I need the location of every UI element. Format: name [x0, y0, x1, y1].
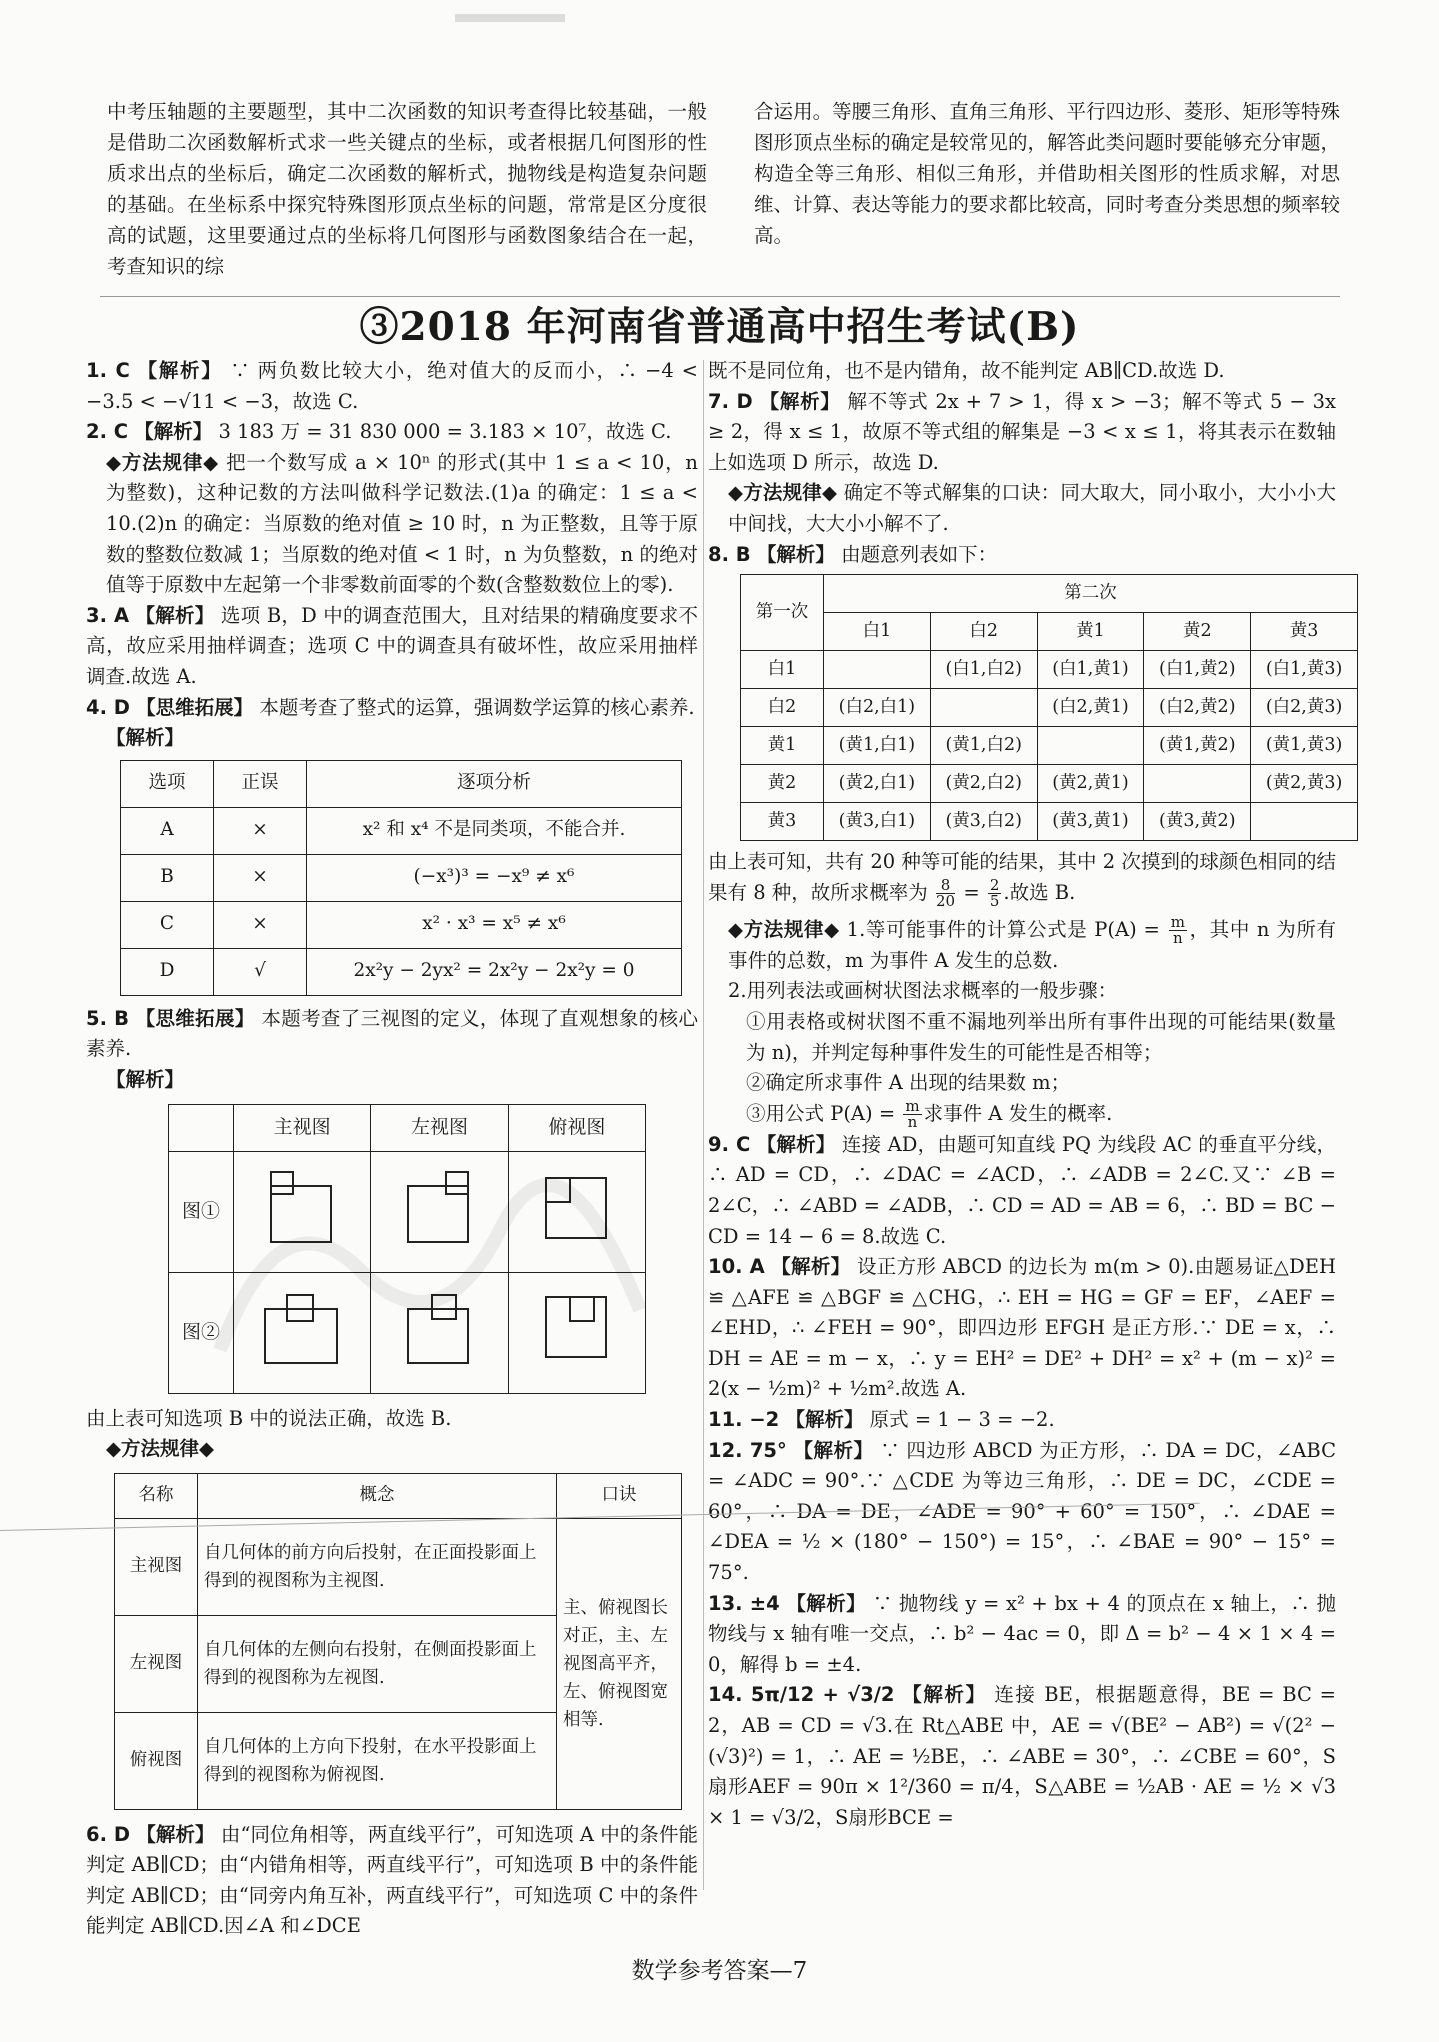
- fraction: [988, 875, 1002, 910]
- method-label: [86, 1434, 698, 1465]
- table-header: 口诀: [557, 1473, 682, 1518]
- fraction: [903, 1096, 921, 1131]
- answer-text: 本题考查了三视图的定义，体现了直观想象的核心素养.: [86, 1006, 698, 1061]
- table-cell: [1144, 765, 1251, 803]
- answer-1: [86, 356, 698, 417]
- table-cell: D: [121, 948, 214, 995]
- table-row: [741, 803, 1358, 841]
- table-cell: [930, 689, 1037, 727]
- analysis-label: [86, 1065, 698, 1096]
- answer-text: 本题考查了整式的运算，强调数学运算的核心素养.: [259, 695, 695, 719]
- extension-tag: 【思维拓展】: [135, 1006, 255, 1030]
- answer-number: 3. A: [86, 603, 130, 627]
- numerator: 2: [989, 875, 1000, 894]
- answer-number: 4. D: [86, 695, 130, 719]
- answer-number: 12. 75°: [708, 1438, 787, 1462]
- answer-number: 6. D: [86, 1822, 131, 1846]
- method-step: 2.用列表法或画树状图法求概率的一般步骤：: [728, 979, 1118, 1003]
- table-cell: B: [121, 854, 214, 901]
- answer-number: 13. ±4: [708, 1591, 780, 1615]
- table-header: 正误: [214, 760, 307, 807]
- table-cell: A: [121, 807, 214, 854]
- answer-5: [86, 1004, 698, 1065]
- table-cell: (白2,黄1): [1037, 689, 1144, 727]
- table-cell: (白2,黄2): [1144, 689, 1251, 727]
- table-row: [121, 948, 682, 995]
- table-row: [741, 689, 1358, 727]
- table-cell: 主视图: [115, 1518, 198, 1615]
- table-row: [741, 651, 1358, 689]
- answer-number: 5. B: [86, 1006, 129, 1030]
- table-header-row: [121, 760, 682, 807]
- table-cell: (黄3,黄2): [1144, 803, 1251, 841]
- table-cell: (−x³)³ = −x⁹ ≠ x⁶: [307, 854, 682, 901]
- table-header: 概念: [198, 1473, 557, 1518]
- table-cell: 黄1: [741, 727, 824, 765]
- table-cell: (白2,黄3): [1251, 689, 1358, 727]
- denominator: n: [1172, 928, 1183, 947]
- table-cell: (黄3,黄1): [1037, 803, 1144, 841]
- column-divider: [703, 360, 704, 1890]
- analysis-tag: 【解析】: [756, 1132, 836, 1156]
- top-right-paragraph: 合运用。等腰三角形、直角三角形、平行四边形、菱形、矩形等特殊图形顶点坐标的确定是较常见的，解答此类问题时要能够充分审题，构造全等三角形、相似三角形，并借助相关图形的性质求解，对思维、计算、表达等能力的要求都比较高，同时考查分类思想的频率较高。: [754, 100, 1340, 247]
- table-header: 逐项分析: [307, 760, 682, 807]
- table-header: 白2: [930, 613, 1037, 651]
- table-cell: 白2: [741, 689, 824, 727]
- table-cell: (白1,黄3): [1251, 651, 1358, 689]
- table-header: 名称: [115, 1473, 198, 1518]
- answer-text: ∵ 抛物线 y = x² + bx + 4 的顶点在 x 轴上，∴ 抛物线与 x 轴有唯一交点，∴ b² − 4ac = 0，即 Δ = b² − 4 × 1 × 4 = 0，解得 b = ±4.: [708, 1591, 1336, 1676]
- answer-number: 2. C: [86, 420, 129, 444]
- three-view-concept-table: [114, 1473, 682, 1810]
- row-label: 图①: [169, 1151, 234, 1272]
- table-cell: √: [214, 948, 307, 995]
- method-tag: ◆方法规律◆: [106, 1437, 214, 1461]
- table-cell: (白1,黄2): [1144, 651, 1251, 689]
- answer-5-conclusion: 由上表可知选项 B 中的说法正确，故选 B.: [86, 1406, 452, 1430]
- analysis-tag: 【解析】: [106, 1067, 185, 1091]
- table-cell: [1037, 727, 1144, 765]
- answer-6: [86, 1820, 698, 1942]
- table-cell: 自几何体的上方向下投射，在水平投影面上得到的视图称为俯视图.: [198, 1712, 557, 1809]
- answer-2: [86, 417, 698, 448]
- divider-line: [100, 296, 1340, 297]
- table-cell: (黄3,白1): [824, 803, 931, 841]
- method-text: 1.等可能事件的计算公式是 P(A) =: [846, 917, 1160, 941]
- analysis-tag: 【解析】: [135, 603, 215, 627]
- page-title: ③2018 年河南省普通高中招生考试(B): [359, 304, 1080, 350]
- watermark-decoration: [200, 1150, 660, 1370]
- conclusion-text: .故选 B.: [1003, 880, 1076, 904]
- table-row: [741, 765, 1358, 803]
- top-left-paragraph: 中考压轴题的主要题型，其中二次函数的知识考查得比较基础，一般是借助二次函数解析式求一些关键点的坐标，或者根据几何图形的性质求出点的坐标后，确定二次函数的解析式，抛物线是构造复杂问题的基础。在坐标系中探究特殊图形顶点坐标的问题，常常是区分度很高的试题，这里要通过点的坐标将几何图形与函数图象结合在一起，考查知识的综: [107, 100, 707, 278]
- table-cell: (黄2,白2): [930, 765, 1037, 803]
- answer-8: [708, 540, 1336, 571]
- answer-11: [708, 1405, 1336, 1436]
- answer-number: 14. 5π/12 + √3/2: [708, 1683, 895, 1707]
- method-text: ③用公式 P(A) =: [746, 1101, 896, 1125]
- answer-14: [708, 1680, 1336, 1833]
- table-header: 左视图: [371, 1104, 508, 1151]
- table-header: 选项: [121, 760, 214, 807]
- fraction: [1169, 912, 1187, 947]
- table-cell: ×: [214, 807, 307, 854]
- table-cell: 白1: [741, 651, 824, 689]
- table-cell: (黄1,白1): [824, 727, 931, 765]
- table-cell: [824, 651, 931, 689]
- analysis-tag: 【解析】: [134, 420, 213, 444]
- table-cell: 俯视图: [115, 1712, 198, 1809]
- table-header: 第二次: [824, 575, 1358, 613]
- right-column: [708, 356, 1343, 1833]
- numerator: m: [1170, 912, 1185, 931]
- table-header: 俯视图: [508, 1104, 645, 1151]
- table-cell: (黄1,黄3): [1251, 727, 1358, 765]
- table-cell: 自几何体的前方向后投射，在正面投影面上得到的视图称为主视图.: [198, 1518, 557, 1615]
- scan-mark: [455, 10, 565, 28]
- table-row: [121, 807, 682, 854]
- table-header-row: [741, 575, 1358, 613]
- table-cell: 左视图: [115, 1615, 198, 1712]
- table-row: [121, 854, 682, 901]
- answer-text: 选项 B，D 中的调查范围大，且对结果的精确度要求不高，故应采用抽样调查；选项 C 中的调查具有破坏性，故应采用抽样调查.故选 A.: [86, 603, 698, 688]
- table-header-row: [115, 1473, 682, 1518]
- table-header: 白1: [824, 613, 931, 651]
- analysis-tag: 【解析】: [759, 389, 841, 413]
- answer-text: 3 183 万 = 31 830 000 = 3.183 × 10⁷，故选 C.: [218, 420, 672, 444]
- row-label: 图②: [169, 1272, 234, 1393]
- answer-7: [708, 387, 1336, 479]
- analysis-tag: 【解析】: [902, 1683, 987, 1707]
- table-row: [741, 727, 1358, 765]
- table-row: [115, 1518, 682, 1615]
- method-step: ②确定所求事件 A 出现的结果数 m；: [746, 1071, 1071, 1095]
- table-cell: x² 和 x⁴ 不是同类项，不能合并.: [307, 807, 682, 854]
- option-analysis-table: [120, 760, 682, 996]
- table-cell: ×: [214, 854, 307, 901]
- method-tag: ◆方法规律◆: [728, 917, 840, 941]
- table-corner: 第一次: [741, 575, 824, 651]
- table-row: [121, 901, 682, 948]
- table-cell: (黄2,黄3): [1251, 765, 1358, 803]
- answer-number: 8. B: [708, 542, 751, 566]
- table-header-row: [741, 613, 1358, 651]
- answer-4: [86, 693, 698, 724]
- analysis-tag: 【解析】: [756, 542, 835, 566]
- table-header: 主视图: [234, 1104, 371, 1151]
- fraction: [936, 875, 956, 910]
- answer-text: ∵ 四边形 ABCD 为正方形，∴ DA = DC，∠ABC = ∠ADC = 90°.∵ △CDE 为等边三角形，∴ DE = DC，∠CDE = 60°，∴ DA = DE，∠ADE = 90° + 60° = 150°，∴ ∠DAE = ∠DEA = ½ × (180° − 150°) = 15°，∴ ∠BAE = 90° − 15° = 75°.: [708, 1438, 1336, 1585]
- analysis-tag: 【解析】: [793, 1438, 874, 1462]
- denominator: n: [907, 1112, 918, 1131]
- answer-8-conclusion: [708, 847, 1336, 909]
- analysis-tag: 【解析】: [771, 1255, 851, 1279]
- answer-number: 10. A: [708, 1255, 765, 1279]
- answer-text: 设正方形 ABCD 的边长为 m(m > 0).由题易证△DEH ≌ △AFE ≌ △BGF ≌ △CHG，∴ EH = HG = GF = EF，∠AEF = ∠EHD，∴ ∠FEH = 90°，即四边形 EFGH 是正方形.∵ DE = x，∴ DH = AE = m − x，∴ y = EH² = DE² + DH² = x² + (m − x)² = 2(x − ½m)² + ½m².故选 A.: [708, 1255, 1336, 1401]
- method-block: [708, 912, 1336, 977]
- answer-number: 9. C: [708, 1132, 751, 1156]
- answer-text: 原式 = 1 − 3 = −2.: [869, 1408, 1055, 1432]
- table-cell: (白1,白2): [930, 651, 1037, 689]
- method-text: 确定不等式解集的口诀：同大取大，同小取小，大小小大中间找，大大小小解不了.: [728, 481, 1336, 535]
- conclusion-text: 由上表可知，共有 20 种等可能的结果，其中 2 次摸到的球颜色相同的结果有 8 种，故所求概率为: [708, 850, 1336, 904]
- table-header-row: [169, 1104, 646, 1151]
- analysis-tag: 【解析】: [137, 359, 223, 382]
- method-block: [708, 478, 1336, 539]
- analysis-tag: 【解析】: [785, 1408, 864, 1432]
- rhyme-cell: 主、俯视图长对正，主、左视图高平齐，左、俯视图宽相等.: [557, 1518, 682, 1809]
- method-text: ，其中 n 为所有事件的总数，m 为事件 A 发生的总数.: [728, 917, 1336, 972]
- method-text: 把一个数写成 a × 10ⁿ 的形式(其中 1 ≤ a < 10，n 为整数)，这种记数的方法叫做科学记数法.(1)a 的确定：1 ≤ a < 10.(2)n 的确定：当原数的绝对值 ≥ 10 时，n 为正整数，且等于原数的整数位数减 1；当原数的绝对值 < 1 时，n 为负整数，n 的绝对值等于原数中左起第一个非零数前面零的个数(含整数数位上的零).: [106, 450, 698, 597]
- analysis-tag: 【解析】: [786, 1591, 867, 1615]
- numerator: 8: [936, 878, 955, 894]
- table-header: 黄3: [1251, 613, 1358, 651]
- extension-tag: 【思维拓展】: [136, 695, 254, 719]
- answer-text: 解不等式 2x + 7 > 1，得 x > −3；解不等式 5 − 3x ≥ 2，得 x ≤ 1，故原不等式组的解集是 −3 < x ≤ 1，将其表示在数轴上如选项 D 所示，故选 D.: [708, 389, 1337, 474]
- method-tag: ◆方法规律◆: [728, 481, 838, 505]
- answer-text: 由“同位角相等，两直线平行”，可知选项 A 中的条件能判定 AB∥CD；由“内错角相等，两直线平行”，可知选项 B 中的条件能判定 AB∥CD；由“同旁内角互补，两直线平行”，可知选项 C 中的条件能判定 AB∥CD.因∠A 和∠DCE: [86, 1822, 699, 1938]
- answer-text: 连接 AD，由题可知直线 PQ 为线段 AC 的垂直平分线，∴ AD = CD，∴ ∠DAC = ∠ACD，∴ ∠ADB = 2∠C.又∵ ∠B = 2∠C，∴ ∠ABD = ∠ADB，∴ CD = AD = AB = 6，∴ BD = BC − CD = 14 − 6 = 8.故选 C.: [708, 1132, 1336, 1248]
- numerator: m: [905, 1096, 920, 1115]
- method-text: 求事件 A 发生的概率.: [923, 1101, 1113, 1125]
- method-step: ①用表格或树状图不重不漏地列举出所有事件出现的可能结果(数量为 n)，并判定每种事件发生的可能性是否相等；: [746, 1009, 1336, 1064]
- table-header: 黄2: [1144, 613, 1251, 651]
- table-cell: 自几何体的左侧向右投射，在侧面投影面上得到的视图称为左视图.: [198, 1615, 557, 1712]
- analysis-tag: 【解析】: [106, 726, 185, 750]
- answer-9: [708, 1130, 1336, 1252]
- table-cell: (黄2,黄1): [1037, 765, 1144, 803]
- answer-number: 1. C: [86, 359, 130, 382]
- answer-text: 连接 BE，根据题意得，BE = BC = 2，AB = CD = √3.在 Rt△ABE 中，AE = √(BE² − AB²) = √(2² − (√3)²) = 1，∴ AE = ½BE，∴ ∠ABE = 30°，∴ ∠CBE = 60°，S扇形AEF = 90π × 1²/360 = π/4，S△ABE = ½AB · AE = ½ × √3 × 1 = √3/2，S扇形BCE =: [708, 1683, 1337, 1829]
- table-cell: (黄1,白2): [930, 727, 1037, 765]
- outcome-table: [740, 574, 1358, 841]
- page-footer: 数学参考答案—7: [631, 1958, 808, 1984]
- table-cell: 2x²y − 2yx² = 2x²y − 2x²y = 0: [307, 948, 682, 995]
- table-cell: (白1,黄1): [1037, 651, 1144, 689]
- answer-number: 11. −2: [708, 1408, 780, 1432]
- answer-6-continued: 既不是同位角，也不是内错角，故不能判定 AB∥CD.故选 D.: [708, 359, 1225, 382]
- table-cell: (黄1,黄2): [1144, 727, 1251, 765]
- analysis-tag: 【解析】: [136, 1822, 215, 1846]
- equals-sign: =: [963, 880, 980, 904]
- table-cell: 黄3: [741, 803, 824, 841]
- table-cell: ×: [214, 901, 307, 948]
- method-block: [86, 448, 698, 601]
- answer-13: [708, 1589, 1336, 1681]
- method-step: [708, 1096, 1336, 1131]
- answer-10: [708, 1252, 1336, 1405]
- table-header: 黄1: [1037, 613, 1144, 651]
- answer-3: [86, 601, 698, 693]
- answer-text: ∵ 两负数比较大小，绝对值大的反而小，∴ −4 < −3.5 < −√11 < −3，故选 C.: [86, 359, 699, 413]
- table-cell: 黄2: [741, 765, 824, 803]
- analysis-label: [86, 723, 698, 754]
- method-tag: ◆方法规律◆: [106, 450, 220, 474]
- table-header: [169, 1104, 234, 1151]
- answer-text: 由题意列表如下：: [841, 542, 998, 566]
- table-cell: (黄3,白2): [930, 803, 1037, 841]
- table-cell: [1251, 803, 1358, 841]
- denominator: 5: [989, 891, 1000, 910]
- answer-number: 7. D: [708, 389, 753, 413]
- table-cell: C: [121, 901, 214, 948]
- table-cell: (黄2,白1): [824, 765, 931, 803]
- table-cell: x² · x³ = x⁵ ≠ x⁶: [307, 901, 682, 948]
- table-cell: (白2,白1): [824, 689, 931, 727]
- denominator: 20: [936, 891, 956, 910]
